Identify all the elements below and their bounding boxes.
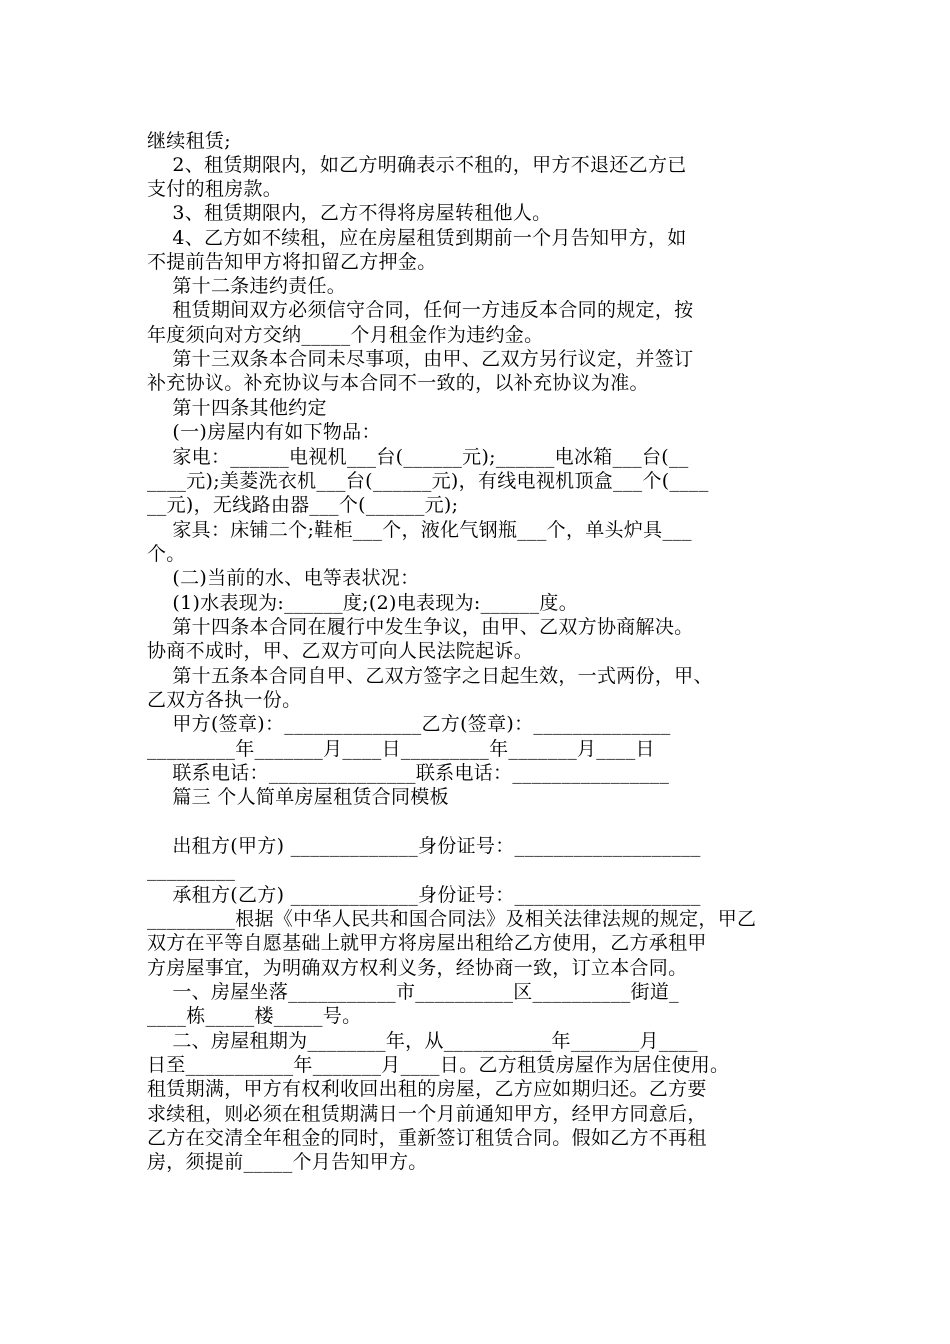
text-line: 第十四条本合同在履行中发生争议，由甲、乙双方协商解决。 (147, 616, 694, 638)
text-line: 方房屋事宜，为明确双方权利义务，经协商一致，订立本合同。 (147, 957, 688, 979)
text-line: 第十五条本合同自甲、乙双方签字之日起生效，一式两份，甲、 (147, 665, 713, 687)
text-line: 协商不成时，甲、乙双方可向人民法院起诉。 (147, 640, 534, 662)
section-title: 篇三 个人简单房屋租赁合同模板 (147, 786, 449, 808)
text-line: __元)，无线路由器___个(______元); (147, 494, 459, 516)
text-line: 二、房屋租期为________年，从___________年_______月____ (147, 1030, 698, 1052)
text-line: ____栋_____楼_____号。 (147, 1005, 362, 1027)
contact-line: 联系电话：_______________联系电话：________________ (147, 762, 670, 784)
text-line: ____元);美菱洗衣机___台(______元)，有线电视机顶盒___个(____ (147, 470, 709, 492)
text-line: 乙方在交清全年租金的同时，重新签订租赁合同。假如乙方不再租 (147, 1127, 707, 1149)
text-line: 个。 (147, 543, 186, 565)
text-line: 房，须提前_____个月告知甲方。 (147, 1151, 428, 1173)
text-line: 日至___________年_______月____日。乙方租赁房屋作为居住使用。 (147, 1054, 730, 1076)
text-line: 双方在平等自愿基础上就甲方将房屋出租给乙方使用，乙方承租甲 (147, 932, 707, 954)
text-line: 3、租赁期限内，乙方不得将房屋转租他人。 (147, 202, 552, 224)
text-line: (1)水表现为:______度;(2)电表现为:______度。 (147, 592, 578, 614)
text-line: 补充协议。补充协议与本合同不一致的，以补充协议为准。 (147, 372, 649, 394)
signature-line: 甲方(签章)：______________乙方(签章)：______________ (147, 713, 671, 735)
text-line: 租赁期间双方必须信守合同，任何一方违反本合同的规定，按 (147, 299, 694, 321)
text-line: 家电：______电视机___台(______元);______电冰箱___台(__ (147, 446, 689, 468)
party-a-line: 出租方(甲方) _____________身份证号：___________________ (147, 835, 701, 857)
text-line: 乙双方各执一份。 (147, 689, 302, 711)
date-line: _________年_______月____日_________年_______月____日 (147, 738, 655, 760)
text-line: 年度须向对方交纳_____个月租金作为违约金。 (147, 324, 544, 346)
text-line: 不提前告知甲方将扣留乙方押金。 (147, 251, 437, 273)
section-heading: 第十二条违约责任。 (147, 275, 347, 297)
text-line: 支付的租房款。 (147, 178, 283, 200)
party-b-line: 承租方(乙方) _____________身份证号：___________________ (147, 884, 701, 906)
text-line: _________ (147, 859, 236, 881)
text-line: 一、房屋坐落___________市__________区__________街道_ (147, 981, 679, 1003)
text-line: 继续租赁; (147, 130, 231, 152)
text-line: 家具：床铺二个;鞋柜___个，液化气钢瓶___个，单头炉具___ (147, 519, 692, 541)
text-line: 4、乙方如不续租，应在房屋租赁到期前一个月告知甲方，如 (147, 227, 687, 249)
text-line: 租赁期满，甲方有权利收回出租的房屋，乙方应如期归还。乙方要 (147, 1078, 707, 1100)
text-line: 第十三双条本合同未尽事项，由甲、乙双方另行议定，并签订 (147, 348, 694, 370)
text-line: (一)房屋内有如下物品： (147, 421, 381, 443)
text-line: 求续租，则必须在租赁期满日一个月前通知甲方，经甲方同意后， (147, 1103, 707, 1125)
text-line: (二)当前的水、电等表状况： (147, 567, 420, 589)
section-heading: 第十四条其他约定 (147, 397, 327, 419)
text-line: 2、租赁期限内，如乙方明确表示不租的，甲方不退还乙方已 (147, 154, 687, 176)
text-line: _________根据《中华人民共和国合同法》及相关法律法规的规定，甲乙 (147, 908, 757, 930)
